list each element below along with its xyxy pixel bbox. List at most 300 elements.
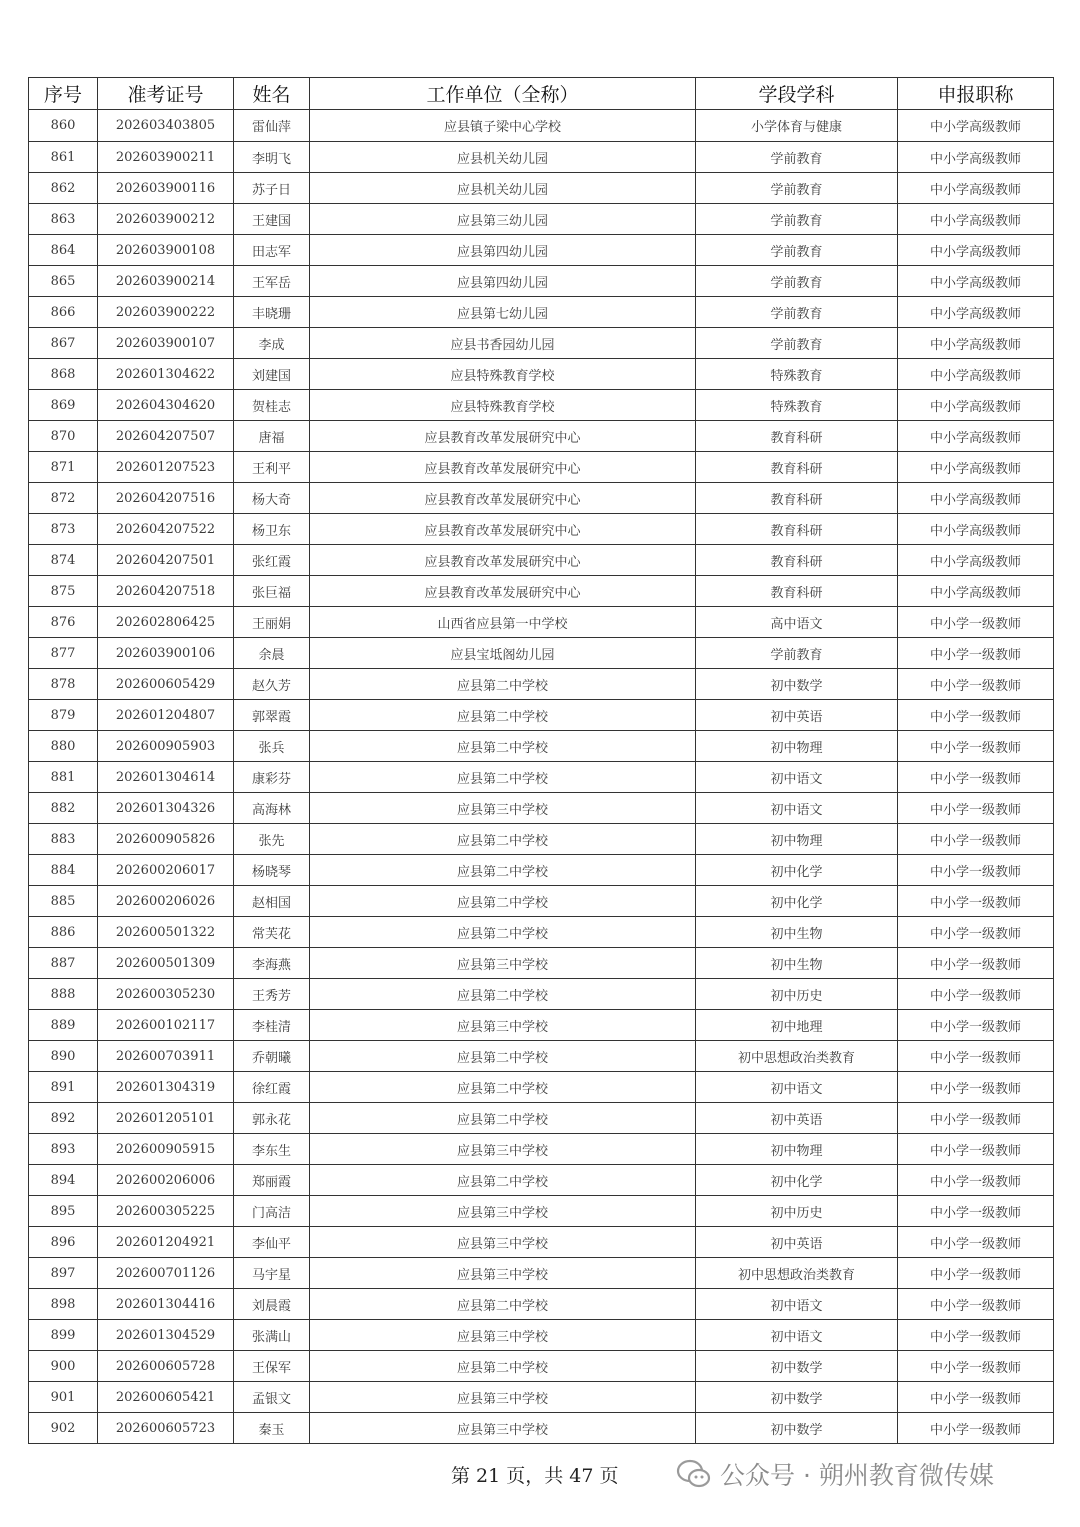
- table-row: [29, 297, 1054, 328]
- cell-subject: 初中英语: [696, 1103, 898, 1134]
- cell-name: 赵久芳: [234, 669, 310, 700]
- cell-seq: 891: [29, 1072, 98, 1103]
- cell-title: 中小学高级教师: [898, 297, 1054, 328]
- cell-work-unit: 应县第三中学校: [310, 1134, 696, 1165]
- cell-seq: 878: [29, 669, 98, 700]
- cell-work-unit: 应县第七幼儿园: [310, 297, 696, 328]
- cell-subject: 教育科研: [696, 545, 898, 576]
- cell-seq: 880: [29, 731, 98, 762]
- cell-exam-id: 202604207522: [98, 514, 234, 545]
- cell-work-unit: 应县教育改革发展研究中心: [310, 421, 696, 452]
- cell-title: 中小学高级教师: [898, 235, 1054, 266]
- cell-name: 贺桂志: [234, 390, 310, 421]
- table-header: [29, 78, 1054, 110]
- cell-exam-id: 202601204921: [98, 1227, 234, 1258]
- cell-seq: 866: [29, 297, 98, 328]
- cell-exam-id: 202604207518: [98, 576, 234, 607]
- cell-work-unit: 应县机关幼儿园: [310, 173, 696, 204]
- cell-exam-id: 202600206026: [98, 886, 234, 917]
- cell-work-unit: 应县第三中学校: [310, 1320, 696, 1351]
- cell-name: 李仙平: [234, 1227, 310, 1258]
- cell-work-unit: 应县第二中学校: [310, 979, 696, 1010]
- cell-exam-id: 202601205101: [98, 1103, 234, 1134]
- cell-name: 苏子日: [234, 173, 310, 204]
- table-row: [29, 855, 1054, 886]
- cell-subject: 小学体育与健康: [696, 110, 898, 142]
- cell-name: 李桂清: [234, 1010, 310, 1041]
- page-footer: [0, 1457, 1080, 1491]
- cell-work-unit: 应县第二中学校: [310, 1289, 696, 1320]
- page-number: 第 21 页，共 47 页: [451, 1465, 619, 1487]
- cell-seq: 884: [29, 855, 98, 886]
- cell-title: 中小学一级教师: [898, 917, 1054, 948]
- table-row: [29, 1072, 1054, 1103]
- table-body: [29, 110, 1054, 1444]
- cell-title: 中小学一级教师: [898, 607, 1054, 638]
- cell-subject: 初中数学: [696, 1413, 898, 1444]
- cell-exam-id: 202600501322: [98, 917, 234, 948]
- cell-seq: 860: [29, 110, 98, 142]
- cell-name: 郭永花: [234, 1103, 310, 1134]
- cell-seq: 869: [29, 390, 98, 421]
- cell-title: 中小学一级教师: [898, 1289, 1054, 1320]
- cell-title: 中小学高级教师: [898, 452, 1054, 483]
- cell-title: 中小学一级教师: [898, 1165, 1054, 1196]
- cell-name: 刘建国: [234, 359, 310, 390]
- table-row: [29, 514, 1054, 545]
- cell-name: 李东生: [234, 1134, 310, 1165]
- table-row: [29, 545, 1054, 576]
- cell-exam-id: 202601304614: [98, 762, 234, 793]
- cell-seq: 870: [29, 421, 98, 452]
- cell-subject: 高中语文: [696, 607, 898, 638]
- cell-seq: 900: [29, 1351, 98, 1382]
- table-row: [29, 700, 1054, 731]
- cell-subject: 学前教育: [696, 638, 898, 669]
- cell-seq: 874: [29, 545, 98, 576]
- cell-subject: 初中思想政治类教育: [696, 1258, 898, 1289]
- cell-work-unit: 应县第三中学校: [310, 1227, 696, 1258]
- cell-seq: 894: [29, 1165, 98, 1196]
- cell-name: 王秀芳: [234, 979, 310, 1010]
- table-row: [29, 1134, 1054, 1165]
- cell-exam-id: 202603900222: [98, 297, 234, 328]
- cell-title: 中小学高级教师: [898, 390, 1054, 421]
- cell-name: 郑丽霞: [234, 1165, 310, 1196]
- cell-name: 李海燕: [234, 948, 310, 979]
- watermark-text: 公众号 · 朔州教育微传媒: [720, 1461, 994, 1490]
- cell-exam-id: 202603900211: [98, 142, 234, 173]
- cell-work-unit: 应县第二中学校: [310, 1041, 696, 1072]
- table-row: [29, 638, 1054, 669]
- cell-exam-id: 202603900212: [98, 204, 234, 235]
- cell-work-unit: 应县第三中学校: [310, 1258, 696, 1289]
- cell-seq: 877: [29, 638, 98, 669]
- cell-title: 中小学一级教师: [898, 1134, 1054, 1165]
- cell-exam-id: 202601304326: [98, 793, 234, 824]
- cell-subject: 初中语文: [696, 762, 898, 793]
- cell-title: 中小学一级教师: [898, 669, 1054, 700]
- cell-seq: 887: [29, 948, 98, 979]
- cell-subject: 初中物理: [696, 824, 898, 855]
- cell-name: 高海林: [234, 793, 310, 824]
- table-row: [29, 576, 1054, 607]
- cell-exam-id: 202601207523: [98, 452, 234, 483]
- cell-exam-id: 202600905826: [98, 824, 234, 855]
- cell-name: 杨晓琴: [234, 855, 310, 886]
- cell-title: 中小学高级教师: [898, 421, 1054, 452]
- cell-name: 李成: [234, 328, 310, 359]
- cell-subject: 学前教育: [696, 235, 898, 266]
- cell-seq: 871: [29, 452, 98, 483]
- cell-subject: 初中思想政治类教育: [696, 1041, 898, 1072]
- cell-seq: 899: [29, 1320, 98, 1351]
- cell-work-unit: 应县特殊教育学校: [310, 359, 696, 390]
- header-subject: 学段学科: [696, 78, 898, 110]
- table-row: [29, 1351, 1054, 1382]
- cell-work-unit: 应县教育改革发展研究中心: [310, 452, 696, 483]
- cell-title: 中小学一级教师: [898, 948, 1054, 979]
- cell-exam-id: 202601304319: [98, 1072, 234, 1103]
- header-work-unit: 工作单位（全称）: [310, 78, 696, 110]
- cell-name: 张红霞: [234, 545, 310, 576]
- cell-seq: 888: [29, 979, 98, 1010]
- header-row: [29, 78, 1054, 110]
- cell-subject: 教育科研: [696, 514, 898, 545]
- cell-seq: 868: [29, 359, 98, 390]
- cell-seq: 873: [29, 514, 98, 545]
- cell-subject: 初中语文: [696, 1289, 898, 1320]
- cell-name: 刘晨霞: [234, 1289, 310, 1320]
- cell-seq: 864: [29, 235, 98, 266]
- cell-work-unit: 应县教育改革发展研究中心: [310, 545, 696, 576]
- cell-seq: 895: [29, 1196, 98, 1227]
- cell-seq: 883: [29, 824, 98, 855]
- cell-exam-id: 202600905915: [98, 1134, 234, 1165]
- cell-subject: 学前教育: [696, 142, 898, 173]
- cell-work-unit: 应县第三中学校: [310, 1010, 696, 1041]
- cell-name: 丰晓珊: [234, 297, 310, 328]
- cell-title: 中小学高级教师: [898, 110, 1054, 142]
- cell-title: 中小学一级教师: [898, 700, 1054, 731]
- cell-work-unit: 应县第二中学校: [310, 731, 696, 762]
- cell-title: 中小学高级教师: [898, 173, 1054, 204]
- cell-subject: 初中英语: [696, 1227, 898, 1258]
- cell-name: 王保军: [234, 1351, 310, 1382]
- cell-name: 孟银文: [234, 1382, 310, 1413]
- table-row: [29, 483, 1054, 514]
- table-row: [29, 1289, 1054, 1320]
- cell-name: 杨卫东: [234, 514, 310, 545]
- cell-title: 中小学一级教师: [898, 979, 1054, 1010]
- cell-subject: 初中历史: [696, 1196, 898, 1227]
- cell-exam-id: 202600905903: [98, 731, 234, 762]
- cell-seq: 897: [29, 1258, 98, 1289]
- cell-title: 中小学一级教师: [898, 1227, 1054, 1258]
- cell-exam-id: 202604207507: [98, 421, 234, 452]
- cell-work-unit: 应县第二中学校: [310, 917, 696, 948]
- cell-title: 中小学一级教师: [898, 1010, 1054, 1041]
- cell-subject: 初中化学: [696, 855, 898, 886]
- cell-work-unit: 应县教育改革发展研究中心: [310, 483, 696, 514]
- cell-title: 中小学一级教师: [898, 638, 1054, 669]
- table-row: [29, 328, 1054, 359]
- table-row: [29, 824, 1054, 855]
- cell-work-unit: 应县教育改革发展研究中心: [310, 514, 696, 545]
- cell-title: 中小学高级教师: [898, 359, 1054, 390]
- cell-exam-id: 202600305225: [98, 1196, 234, 1227]
- cell-name: 王军岳: [234, 266, 310, 297]
- table-row: [29, 1196, 1054, 1227]
- cell-seq: 889: [29, 1010, 98, 1041]
- cell-work-unit: 应县第三幼儿园: [310, 204, 696, 235]
- cell-name: 张先: [234, 824, 310, 855]
- cell-title: 中小学高级教师: [898, 328, 1054, 359]
- cell-title: 中小学高级教师: [898, 483, 1054, 514]
- cell-subject: 初中数学: [696, 1351, 898, 1382]
- table-row: [29, 1382, 1054, 1413]
- cell-work-unit: 应县第四幼儿园: [310, 235, 696, 266]
- cell-title: 中小学一级教师: [898, 1320, 1054, 1351]
- cell-name: 秦玉: [234, 1413, 310, 1444]
- cell-exam-id: 202600206006: [98, 1165, 234, 1196]
- cell-exam-id: 202604207516: [98, 483, 234, 514]
- cell-title: 中小学一级教师: [898, 731, 1054, 762]
- cell-name: 康彩芬: [234, 762, 310, 793]
- table-row: [29, 886, 1054, 917]
- table-row: [29, 731, 1054, 762]
- cell-exam-id: 202600605728: [98, 1351, 234, 1382]
- cell-seq: 876: [29, 607, 98, 638]
- cell-name: 赵相国: [234, 886, 310, 917]
- cell-title: 中小学一级教师: [898, 1103, 1054, 1134]
- cell-name: 唐福: [234, 421, 310, 452]
- table-row: [29, 1010, 1054, 1041]
- cell-name: 雷仙萍: [234, 110, 310, 142]
- table-row: [29, 235, 1054, 266]
- cell-exam-id: 202600305230: [98, 979, 234, 1010]
- cell-seq: 881: [29, 762, 98, 793]
- table-row: [29, 1258, 1054, 1289]
- cell-title: 中小学高级教师: [898, 204, 1054, 235]
- cell-subject: 教育科研: [696, 483, 898, 514]
- cell-seq: 862: [29, 173, 98, 204]
- cell-work-unit: 应县第二中学校: [310, 824, 696, 855]
- cell-seq: 879: [29, 700, 98, 731]
- cell-seq: 863: [29, 204, 98, 235]
- table-row: [29, 421, 1054, 452]
- cell-subject: 初中生物: [696, 917, 898, 948]
- cell-title: 中小学一级教师: [898, 886, 1054, 917]
- roster-table: [28, 77, 1054, 1444]
- cell-subject: 初中地理: [696, 1010, 898, 1041]
- cell-exam-id: 202601204807: [98, 700, 234, 731]
- cell-seq: 867: [29, 328, 98, 359]
- cell-exam-id: 202601304529: [98, 1320, 234, 1351]
- cell-name: 马宇星: [234, 1258, 310, 1289]
- cell-seq: 886: [29, 917, 98, 948]
- cell-subject: 初中数学: [696, 1382, 898, 1413]
- cell-exam-id: 202600605421: [98, 1382, 234, 1413]
- cell-exam-id: 202600703911: [98, 1041, 234, 1072]
- header-exam-id: 准考证号: [98, 78, 234, 110]
- cell-name: 王利平: [234, 452, 310, 483]
- cell-exam-id: 202603900107: [98, 328, 234, 359]
- cell-title: 中小学高级教师: [898, 266, 1054, 297]
- cell-work-unit: 应县书香园幼儿园: [310, 328, 696, 359]
- table-row: [29, 979, 1054, 1010]
- cell-name: 杨大奇: [234, 483, 310, 514]
- table-row: [29, 793, 1054, 824]
- cell-exam-id: 202603900108: [98, 235, 234, 266]
- table-row: [29, 204, 1054, 235]
- cell-work-unit: 应县第三中学校: [310, 1413, 696, 1444]
- cell-work-unit: 应县第四幼儿园: [310, 266, 696, 297]
- cell-work-unit: 应县特殊教育学校: [310, 390, 696, 421]
- cell-work-unit: 应县第二中学校: [310, 700, 696, 731]
- cell-seq: 902: [29, 1413, 98, 1444]
- cell-name: 田志军: [234, 235, 310, 266]
- cell-name: 王丽娟: [234, 607, 310, 638]
- table-row: [29, 1165, 1054, 1196]
- cell-subject: 初中化学: [696, 886, 898, 917]
- cell-seq: 882: [29, 793, 98, 824]
- cell-work-unit: 应县第二中学校: [310, 855, 696, 886]
- table-row: [29, 669, 1054, 700]
- cell-work-unit: 应县第二中学校: [310, 1351, 696, 1382]
- cell-work-unit: 应县教育改革发展研究中心: [310, 576, 696, 607]
- cell-work-unit: 山西省应县第一中学校: [310, 607, 696, 638]
- wechat-official-account-icon: [676, 1459, 712, 1489]
- cell-exam-id: 202600605429: [98, 669, 234, 700]
- cell-exam-id: 202600605723: [98, 1413, 234, 1444]
- table-row: [29, 1320, 1054, 1351]
- cell-title: 中小学高级教师: [898, 576, 1054, 607]
- cell-subject: 初中语文: [696, 1072, 898, 1103]
- cell-subject: 特殊教育: [696, 359, 898, 390]
- cell-exam-id: 202604304620: [98, 390, 234, 421]
- cell-exam-id: 202603403805: [98, 110, 234, 142]
- cell-subject: 初中历史: [696, 979, 898, 1010]
- cell-subject: 学前教育: [696, 297, 898, 328]
- cell-work-unit: 应县第三中学校: [310, 948, 696, 979]
- table-row: [29, 390, 1054, 421]
- table-row: [29, 1041, 1054, 1072]
- cell-title: 中小学一级教师: [898, 1258, 1054, 1289]
- cell-work-unit: 应县第三中学校: [310, 1196, 696, 1227]
- cell-work-unit: 应县第二中学校: [310, 669, 696, 700]
- cell-subject: 初中英语: [696, 700, 898, 731]
- cell-title: 中小学一级教师: [898, 1196, 1054, 1227]
- table-row: [29, 452, 1054, 483]
- header-seq: 序号: [29, 78, 98, 110]
- table-row: [29, 1227, 1054, 1258]
- cell-title: 中小学高级教师: [898, 545, 1054, 576]
- cell-work-unit: 应县第二中学校: [310, 1103, 696, 1134]
- cell-name: 乔朝曦: [234, 1041, 310, 1072]
- cell-subject: 初中物理: [696, 1134, 898, 1165]
- cell-work-unit: 应县宝坻阁幼儿园: [310, 638, 696, 669]
- cell-name: 门高洁: [234, 1196, 310, 1227]
- cell-subject: 学前教育: [696, 173, 898, 204]
- cell-exam-id: 202603900116: [98, 173, 234, 204]
- table-row: [29, 762, 1054, 793]
- table-row: [29, 607, 1054, 638]
- cell-work-unit: 应县第二中学校: [310, 1165, 696, 1196]
- table-row: [29, 142, 1054, 173]
- cell-seq: 901: [29, 1382, 98, 1413]
- table-row: [29, 266, 1054, 297]
- cell-work-unit: 应县镇子梁中心学校: [310, 110, 696, 142]
- cell-exam-id: 202601304622: [98, 359, 234, 390]
- cell-seq: 875: [29, 576, 98, 607]
- cell-title: 中小学一级教师: [898, 1072, 1054, 1103]
- cell-title: 中小学一级教师: [898, 1351, 1054, 1382]
- cell-seq: 872: [29, 483, 98, 514]
- cell-name: 郭翠霞: [234, 700, 310, 731]
- cell-subject: 初中语文: [696, 1320, 898, 1351]
- cell-name: 王建国: [234, 204, 310, 235]
- cell-subject: 特殊教育: [696, 390, 898, 421]
- cell-name: 张满山: [234, 1320, 310, 1351]
- cell-subject: 初中生物: [696, 948, 898, 979]
- cell-exam-id: 202602806425: [98, 607, 234, 638]
- cell-seq: 865: [29, 266, 98, 297]
- cell-exam-id: 202600102117: [98, 1010, 234, 1041]
- table-row: [29, 359, 1054, 390]
- cell-exam-id: 202600501309: [98, 948, 234, 979]
- cell-title: 中小学一级教师: [898, 824, 1054, 855]
- cell-seq: 861: [29, 142, 98, 173]
- cell-seq: 893: [29, 1134, 98, 1165]
- cell-name: 张巨福: [234, 576, 310, 607]
- cell-name: 张兵: [234, 731, 310, 762]
- cell-title: 中小学一级教师: [898, 793, 1054, 824]
- cell-work-unit: 应县第三中学校: [310, 1382, 696, 1413]
- cell-exam-id: 202603900106: [98, 638, 234, 669]
- table-row: [29, 917, 1054, 948]
- cell-title: 中小学高级教师: [898, 514, 1054, 545]
- cell-work-unit: 应县第二中学校: [310, 762, 696, 793]
- cell-subject: 学前教育: [696, 328, 898, 359]
- cell-name: 李明飞: [234, 142, 310, 173]
- header-name: 姓名: [234, 78, 310, 110]
- table-row: [29, 1413, 1054, 1444]
- cell-work-unit: 应县第三中学校: [310, 793, 696, 824]
- cell-subject: 学前教育: [696, 266, 898, 297]
- cell-exam-id: 202604207501: [98, 545, 234, 576]
- table-row: [29, 173, 1054, 204]
- cell-subject: 初中语文: [696, 793, 898, 824]
- cell-seq: 890: [29, 1041, 98, 1072]
- cell-subject: 教育科研: [696, 452, 898, 483]
- cell-name: 徐红霞: [234, 1072, 310, 1103]
- cell-title: 中小学高级教师: [898, 142, 1054, 173]
- cell-work-unit: 应县机关幼儿园: [310, 142, 696, 173]
- cell-title: 中小学一级教师: [898, 855, 1054, 886]
- cell-title: 中小学一级教师: [898, 1382, 1054, 1413]
- watermark: [676, 1457, 994, 1491]
- table-row: [29, 1103, 1054, 1134]
- cell-title: 中小学一级教师: [898, 762, 1054, 793]
- cell-exam-id: 202600206017: [98, 855, 234, 886]
- cell-work-unit: 应县第二中学校: [310, 1072, 696, 1103]
- cell-seq: 896: [29, 1227, 98, 1258]
- cell-subject: 初中物理: [696, 731, 898, 762]
- cell-seq: 892: [29, 1103, 98, 1134]
- cell-subject: 初中化学: [696, 1165, 898, 1196]
- header-title: 申报职称: [898, 78, 1054, 110]
